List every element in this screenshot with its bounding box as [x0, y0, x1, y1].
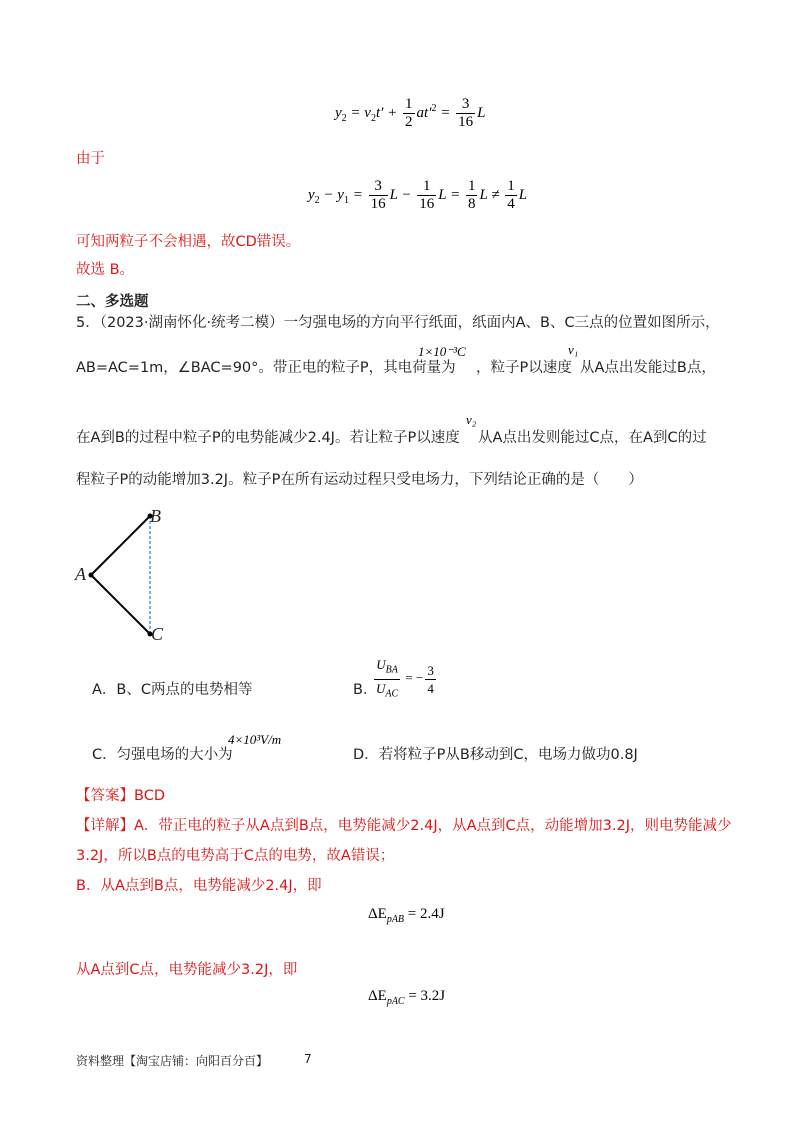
- equation-delta-ab: $\Delta E_{pAB} = 2.4J$: [368, 906, 445, 925]
- equation-y2: $y_2 = v_2t'$ + $\frac{1}{2}$ $at'^2$ = $\frac{3}{16}$ L: [335, 96, 486, 130]
- label-b: B: [150, 506, 161, 526]
- explanation-text-1: A．带正电的粒子从A点到B点，电势能减少2.4J，从A点到C点，动能增加3.2J，则电势能减少: [134, 818, 732, 834]
- option-a: A．B、C两点的电势相等: [92, 682, 253, 698]
- question-line-1: [76, 313, 720, 333]
- section-title: 二、多选题: [76, 294, 149, 310]
- velocity-v1: v₁: [568, 342, 579, 357]
- option-c-value: 4×10³V/m: [228, 732, 282, 747]
- answer-line: [76, 786, 165, 806]
- charge-value: 1×10⁻³C: [418, 344, 466, 359]
- question-text-2a: AB=AC=1m，∠BAC=90°。带正电的粒子P，其电荷量为: [76, 360, 456, 376]
- question-text-3b: 从A点出发则能过C点，在A到C的过: [478, 430, 707, 446]
- equation-delta-ac: $\Delta E_{pAC} = 3.2J$: [368, 988, 446, 1007]
- label-c: C: [151, 624, 164, 644]
- point-a: [89, 573, 94, 578]
- explanation-line-4: 从A点到C点，电势能减少3.2J，即: [76, 962, 298, 978]
- option-b-expression: $\frac{U_{BA}}{U_{AC}}$ = − $\frac{3}{4}$: [376, 657, 434, 700]
- option-d: D．若将粒子P从B移动到C，电场力做功0.8J: [353, 747, 638, 763]
- solution-choice: 故选 B。: [76, 262, 135, 278]
- solution-conclusion: 可知两粒子不会相遇，故CD错误。: [76, 234, 301, 250]
- question-source: （2023·湖南怀化·统考二模）: [99, 315, 284, 331]
- question-text-2b: ，粒子P以速度: [476, 360, 572, 376]
- velocity-v2: v₂: [466, 412, 477, 427]
- label-a: A: [75, 564, 86, 584]
- option-c-prefix: C．匀强电场的大小为: [92, 747, 233, 763]
- question-text-1: 一匀强电场的方向平行纸面，纸面内A、B、C三点的位置如图所示，: [283, 315, 720, 331]
- segment-ac: [91, 575, 150, 634]
- explanation-line-1: [76, 816, 732, 836]
- question-line-2: [76, 358, 456, 378]
- segment-ab: [91, 516, 150, 575]
- answer-tag: 【答案】: [76, 788, 134, 804]
- explanation-line-3: B．从A点到B点，电势能减少2.4J，即: [76, 878, 322, 894]
- question-text-3a: 在A到B的过程中粒子P的电势能减少2.4J。若让粒子P以速度: [76, 430, 460, 446]
- equation-y2-minus-y1: $y_2 - y_1$ = $\frac{3}{16}$ L − $\frac{1}{16}$ L = $\frac{1}{8}$ L ≠ $\frac{1}{4}$ L: [308, 178, 528, 212]
- question-number: 5．: [76, 315, 100, 331]
- option-b-prefix: B．: [353, 682, 378, 698]
- footer-source: 资料整理【淘宝店铺：向阳百分百】: [76, 1054, 269, 1068]
- question-text-4: 程粒子P的动能增加3.2J。粒子P在所有运动过程只受电场力，下列结论正确的是（ ）: [76, 472, 643, 488]
- triangle-figure: [70, 505, 180, 645]
- footer-page-number: 7: [304, 1052, 312, 1066]
- explanation-tag: 【详解】: [76, 818, 134, 834]
- question-text-2c: 从A点出发能过B点，: [580, 360, 716, 376]
- explanation-line-2: 3.2J，所以B点的电势高于C点的电势，故A错误；: [76, 848, 395, 864]
- solution-since: 由于: [76, 151, 105, 167]
- answer-value: BCD: [134, 788, 165, 804]
